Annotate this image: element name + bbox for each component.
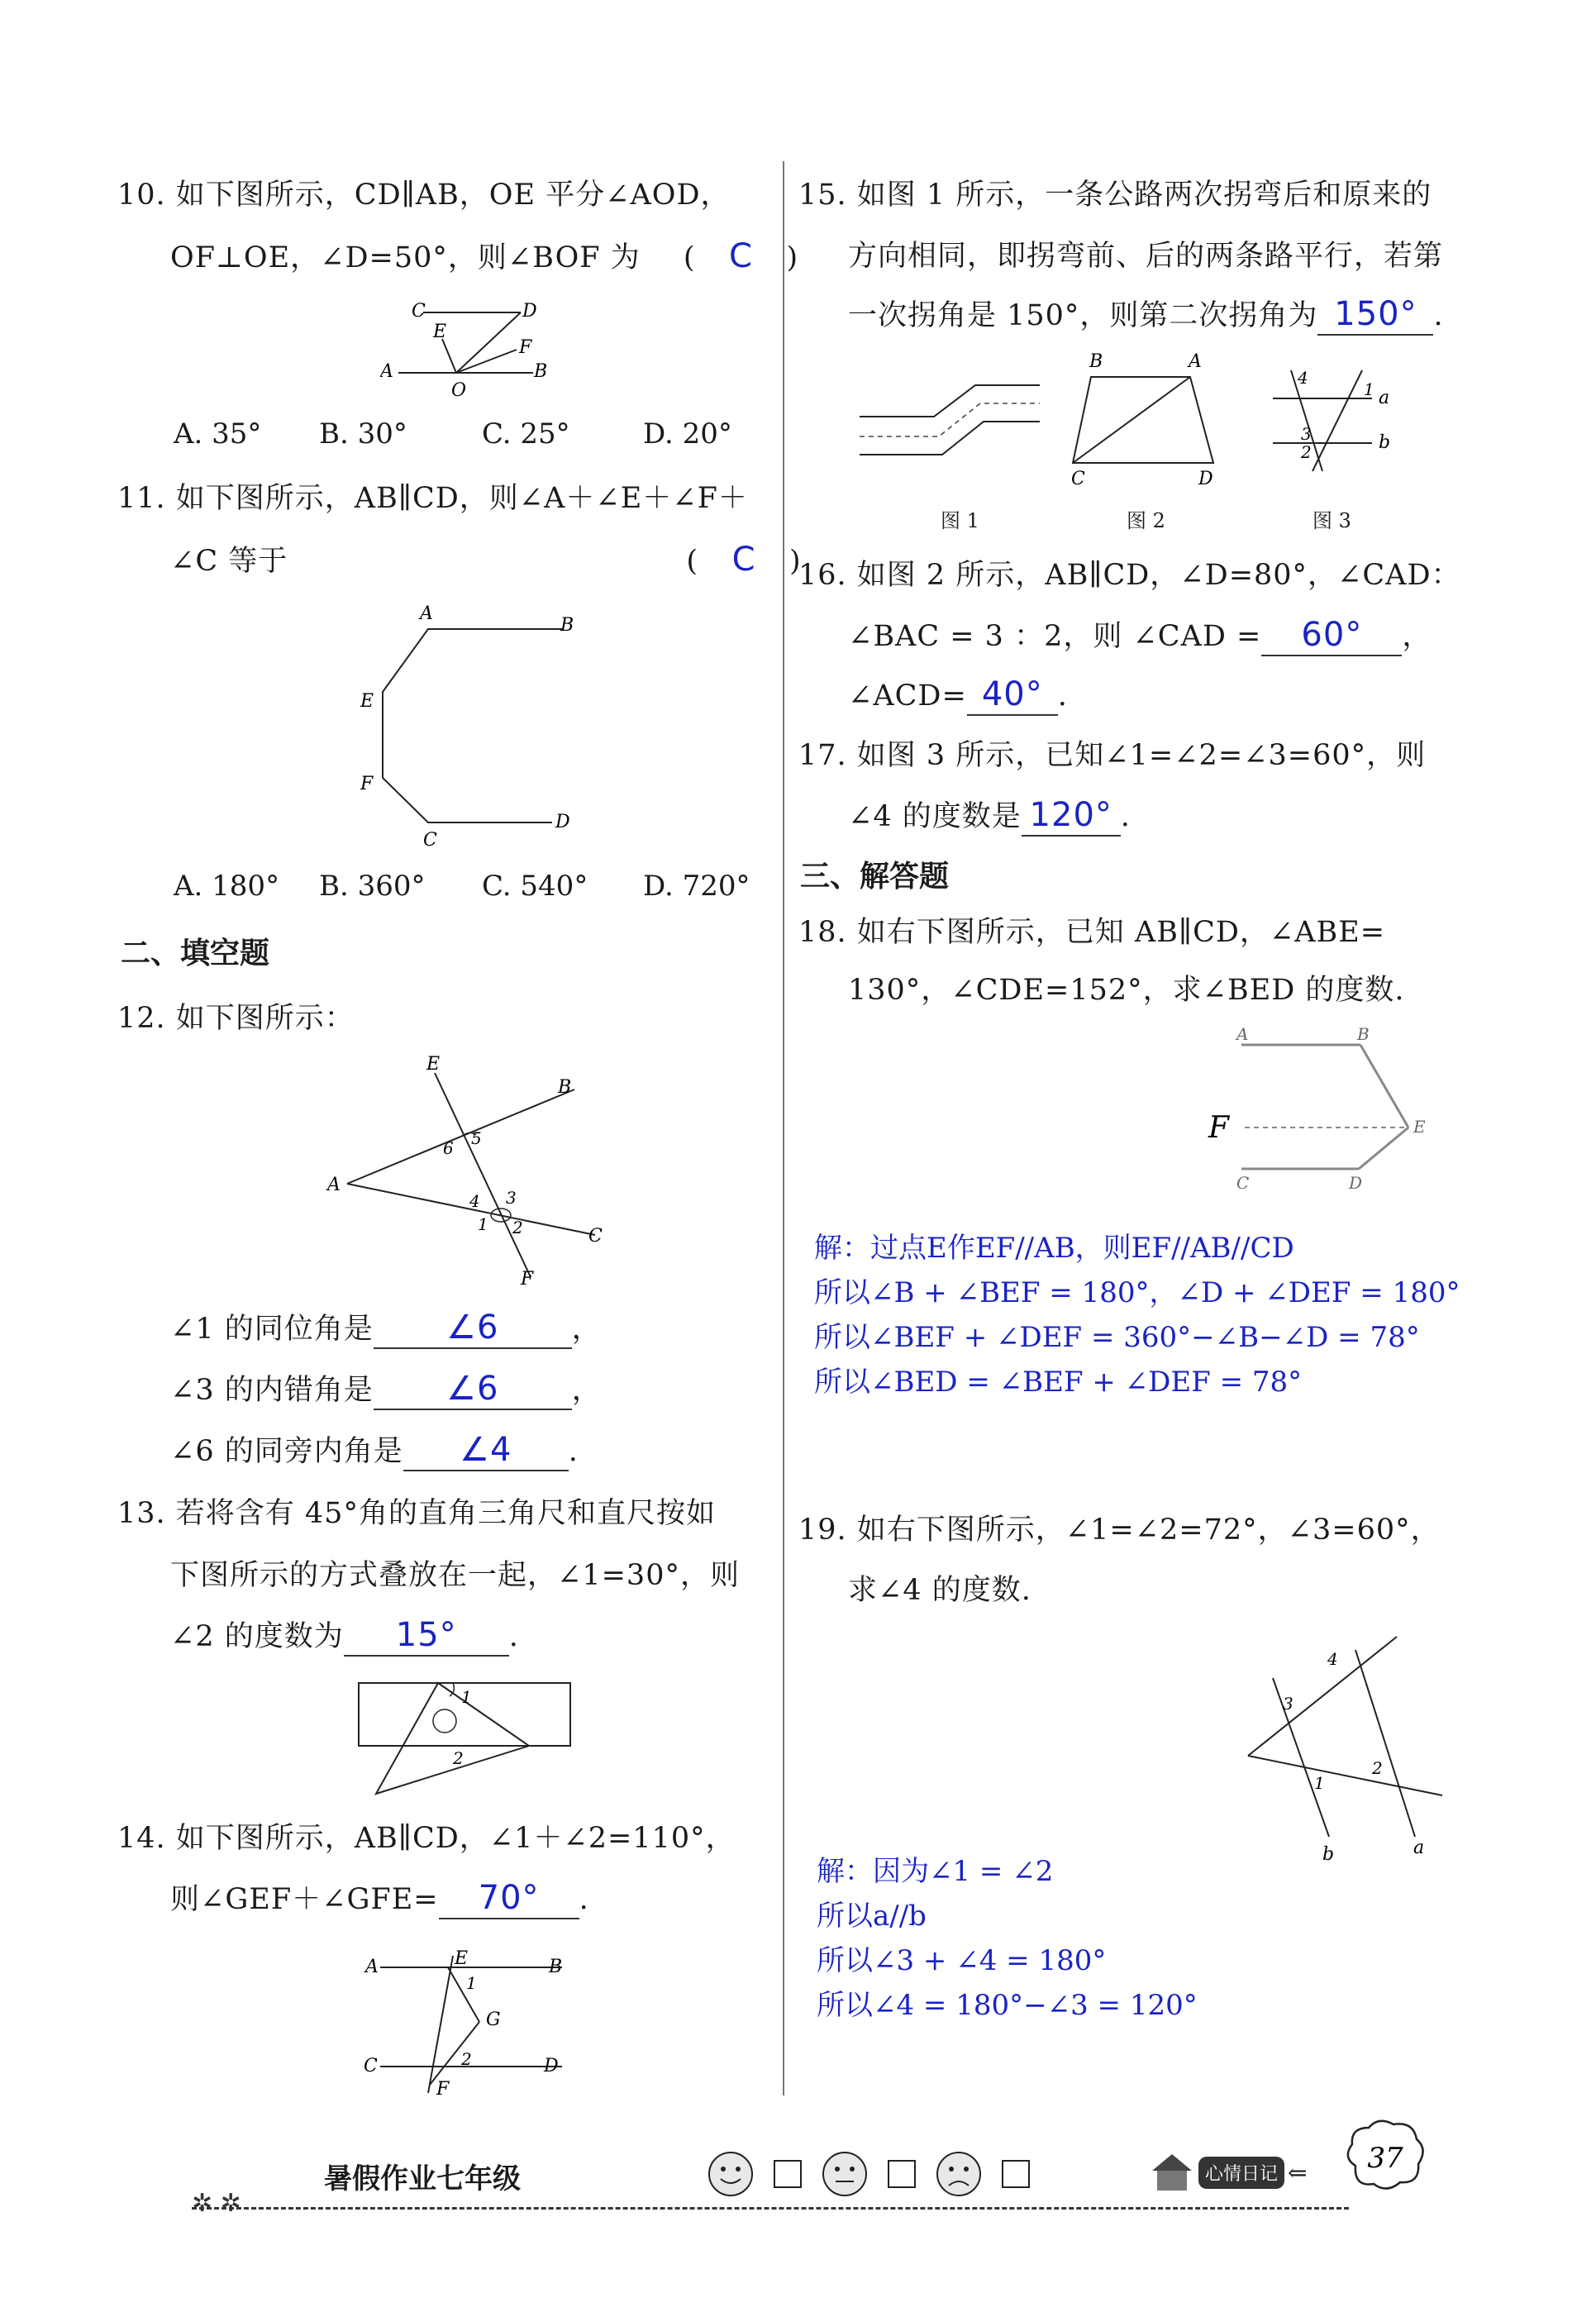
q11-line2: ∠C 等于 ( C ) [170, 530, 802, 591]
flower-icon: ✲ ✲ [192, 2189, 241, 2218]
section-solutions: 三、解答题 [800, 860, 950, 894]
q15-figure-2 [1066, 347, 1232, 496]
q12-answer3: ∠4 [403, 1430, 569, 1471]
q11-label-A: A [420, 603, 433, 624]
q15-fig3-angle-1: 1 [1364, 379, 1374, 399]
q13-angle-1: 1 [461, 1687, 472, 1707]
q12-l3: ∠6 的同旁内角是 [170, 1435, 403, 1468]
q14-line2: 则∠GEF＋∠GFE= 70° . [170, 1870, 589, 1929]
q13-answer: 15° [344, 1615, 509, 1657]
q12-label-E: E [426, 1054, 441, 1075]
q16-line3: ∠ACD= 40° . [848, 666, 1068, 726]
footer-title: 暑假作业七年级 [324, 2162, 521, 2195]
q12-l2: ∠3 的内错角是 [170, 1374, 374, 1407]
q12-label-F: F [521, 1269, 534, 1290]
q11-option-b: B. 360° [319, 870, 426, 903]
happy-face-icon [706, 2149, 755, 2199]
q10-option-a: A. 35° [174, 417, 262, 451]
q15-caption-fig1: 图 1 [941, 509, 979, 532]
q18-label-D: D [1349, 1173, 1363, 1193]
q14-line1: 14. 如下图所示，AB∥CD，∠1＋∠2=110°， [117, 1822, 736, 1855]
q15-line2: 方向相同，即拐弯前、后的两条路平行，若第 [848, 240, 1444, 273]
q18-line2: 130°，∠CDE=152°，求∠BED 的度数. [848, 974, 1405, 1007]
q10-label-O: O [451, 380, 467, 401]
q15-fig2-label-A: A [1189, 351, 1202, 372]
q15-fig2-label-C: C [1071, 469, 1085, 489]
q11-label-B: B [560, 615, 574, 636]
q13-line1: 13. 若将含有 45°角的直角三角尺和直尺按如 [117, 1497, 716, 1530]
q18-label-E: E [1413, 1117, 1426, 1137]
q12-angle-2: 2 [512, 1218, 523, 1237]
q19-solution-line3: 所以∠3 + ∠4 = 180° [817, 1944, 1107, 1977]
q15-fig3-angle-2: 2 [1301, 442, 1312, 462]
q18-label-B: B [1357, 1025, 1370, 1044]
q14-line2-text: 则∠GEF＋∠GFE= [170, 1883, 439, 1916]
q12-label-A: A [327, 1175, 341, 1195]
q15-caption-fig3: 图 3 [1313, 509, 1351, 532]
q15-answer: 150° [1317, 294, 1433, 336]
q13-line3: ∠2 的度数为 15° . [170, 1607, 519, 1666]
q15-line3: 一次拐角是 150°，则第二次拐角为 150° . [848, 286, 1444, 346]
q10-option-b: B. 30° [319, 417, 407, 451]
q18-label-A: A [1236, 1025, 1249, 1044]
q10-answer: C [729, 237, 753, 275]
q16-line3-text: ∠ACD= [848, 679, 967, 713]
q16-line1: 16. 如图 2 所示，AB∥CD，∠D=80°，∠CAD： [798, 559, 1461, 592]
q19-label-b: b [1322, 1844, 1335, 1865]
q14-label-G: G [486, 2009, 501, 2030]
q12-row1: ∠1 的同位角是 ∠6 ， [170, 1299, 602, 1359]
section-fill-in: 二、填空题 [121, 937, 270, 970]
q19-solution-line4: 所以∠4 = 180°−∠3 = 120° [817, 1989, 1198, 2022]
q12-label-C: C [588, 1226, 603, 1247]
q10-label-C: C [412, 301, 426, 322]
q18-figure [1198, 1025, 1446, 1207]
q11-label-C: C [423, 830, 437, 847]
q12-answer1: ∠6 [374, 1308, 572, 1349]
q12-figure [322, 1050, 620, 1290]
q14-label-F: F [436, 2079, 450, 2100]
mood-diary-badge [1149, 2149, 1307, 2195]
q19-angle-1: 1 [1314, 1773, 1325, 1793]
q12-angle-4: 4 [469, 1191, 480, 1211]
mood-diary-label: 心情日记 [1198, 2157, 1284, 2189]
q12-row2: ∠3 的内错角是 ∠6 ， [170, 1361, 602, 1420]
neutral-face-icon [820, 2149, 869, 2199]
q15-fig3-angle-3: 3 [1301, 424, 1312, 444]
q18-solution-line4: 所以∠BED = ∠BEF + ∠DEF = 78° [814, 1366, 1303, 1399]
q10-line1: 10. 如下图所示，CD∥AB，OE 平分∠AOD， [117, 179, 731, 212]
q18-label-F: F [1208, 1111, 1229, 1145]
q12-l1: ∠1 的同位角是 [170, 1313, 374, 1346]
q19-angle-2: 2 [1372, 1758, 1383, 1778]
neutral-checkbox[interactable] [888, 2160, 916, 2188]
q12-row3: ∠6 的同旁内角是 ∠4 . [170, 1422, 579, 1481]
q12-angle-1: 1 [478, 1214, 488, 1234]
q11-option-d: D. 720° [643, 870, 750, 903]
q10-figure [380, 293, 570, 401]
q13-line2: 下图所示的方式叠放在一起，∠1=30°，则 [170, 1559, 740, 1592]
house-icon [1149, 2149, 1195, 2195]
q19-angle-3: 3 [1283, 1694, 1293, 1714]
q15-fig3-angle-4: 4 [1298, 368, 1308, 388]
q10-label-A: A [380, 361, 393, 382]
q18-solution-line2: 所以∠B + ∠BEF = 180°，∠D + ∠DEF = 180° [814, 1276, 1460, 1309]
q16-answer1: 60° [1261, 615, 1402, 656]
sad-checkbox[interactable] [1002, 2160, 1030, 2188]
q11-option-a: A. 180° [174, 870, 280, 903]
q14-angle-2: 2 [461, 2049, 472, 2069]
q11-label-E: E [360, 691, 374, 712]
q11-option-c: C. 540° [482, 870, 588, 903]
q13-figure [355, 1678, 579, 1802]
q13-angle-2: 2 [453, 1748, 464, 1768]
q17-line2: ∠4 的度数是 120° . [848, 787, 1131, 846]
page-number: 37 [1367, 2142, 1403, 2175]
q19-solution-line2: 所以a//b [817, 1900, 927, 1933]
q12-answer2: ∠6 [374, 1369, 572, 1410]
q15-caption-fig2: 图 2 [1127, 509, 1165, 532]
q16-line2: ∠BAC = 3 ：2，则 ∠CAD = 60° ， [848, 607, 1432, 666]
happy-checkbox[interactable] [774, 2160, 802, 2188]
q10-option-c: C. 25° [482, 417, 570, 451]
q10-label-B: B [534, 361, 548, 382]
q17-line1: 17. 如图 3 所示，已知∠1=∠2=∠3=60°，则 [798, 739, 1427, 772]
q15-fig3-label-b: b [1379, 432, 1391, 453]
mood-selector [706, 2149, 1030, 2199]
q14-label-A: A [365, 1957, 379, 1977]
footer-dashed-line [192, 2207, 1349, 2210]
q12-label-B: B [558, 1077, 572, 1098]
q12-angle-5: 5 [471, 1128, 482, 1148]
q13-line3-text: ∠2 的度数为 [170, 1620, 344, 1653]
q15-line3-text: 一次拐角是 150°，则第二次拐角为 [848, 299, 1318, 332]
q19-label-a: a [1413, 1838, 1425, 1858]
q14-figure [364, 1943, 579, 2108]
q11-label-D: D [555, 812, 570, 832]
q15-figure-1 [851, 347, 1050, 496]
q14-label-D: D [544, 2056, 559, 2076]
q14-answer: 70° [439, 1878, 579, 1919]
q11-answer: C [731, 541, 756, 579]
page-number-cloud [1339, 2116, 1430, 2199]
arrow-icon: ⇐ [1288, 2158, 1308, 2186]
q16-line2-text: ∠BAC = 3 ：2，则 ∠CAD = [848, 620, 1262, 653]
q17-line2-text: ∠4 的度数是 [848, 800, 1022, 833]
q14-label-E: E [455, 1948, 469, 1969]
q18-label-C: C [1236, 1173, 1250, 1193]
q11-line2-text: ∠C 等于 [170, 545, 288, 578]
q19-figure [1240, 1620, 1455, 1868]
q14-label-B: B [549, 1957, 563, 1977]
q11-figure [347, 599, 595, 847]
q15-fig2-label-D: D [1198, 469, 1213, 489]
q15-line1: 15. 如图 1 所示，一条公路两次拐弯后和原来的 [798, 179, 1432, 212]
q10-option-d: D. 20° [643, 417, 732, 451]
sad-face-icon [934, 2149, 984, 2199]
q10-line2-text: OF⊥OE，∠D=50°，则∠BOF 为 [170, 241, 641, 274]
q15-fig3-label-a: a [1379, 388, 1390, 408]
q11-label-F: F [360, 774, 374, 794]
q15-figure-3 [1265, 364, 1413, 479]
q10-line2: OF⊥OE，∠D=50°，则∠BOF 为 ( C ) [170, 226, 798, 288]
column-divider [783, 161, 784, 2095]
q17-answer: 120° [1022, 795, 1121, 837]
q18-solution-line3: 所以∠BEF + ∠DEF = 360°−∠B−∠D = 78° [814, 1321, 1420, 1354]
q14-angle-1: 1 [466, 1973, 477, 1993]
q19-line1: 19. 如右下图所示，∠1=∠2=72°，∠3=60°， [798, 1514, 1441, 1547]
q10-label-D: D [522, 301, 537, 322]
q11-line1: 11. 如下图所示，AB∥CD，则∠A＋∠E＋∠F＋ [117, 482, 748, 515]
q16-answer2: 40° [967, 675, 1058, 716]
q19-solution-line1: 解：因为∠1 = ∠2 [817, 1855, 1054, 1888]
q18-line1: 18. 如右下图所示，已知 AB∥CD，∠ABE= [798, 916, 1386, 949]
q10-label-F: F [519, 337, 532, 358]
q15-fig2-label-B: B [1089, 351, 1103, 372]
q12-angle-6: 6 [443, 1138, 454, 1158]
q10-label-E: E [433, 322, 447, 342]
q12-stem: 12. 如下图所示： [117, 1002, 355, 1035]
q14-label-C: C [364, 2056, 378, 2076]
q19-line2: 求∠4 的度数. [848, 1574, 1031, 1607]
q18-solution-line1: 解：过点E作EF//AB，则EF//AB//CD [814, 1232, 1294, 1265]
q19-angle-4: 4 [1327, 1649, 1338, 1669]
q12-angle-3: 3 [506, 1188, 517, 1208]
